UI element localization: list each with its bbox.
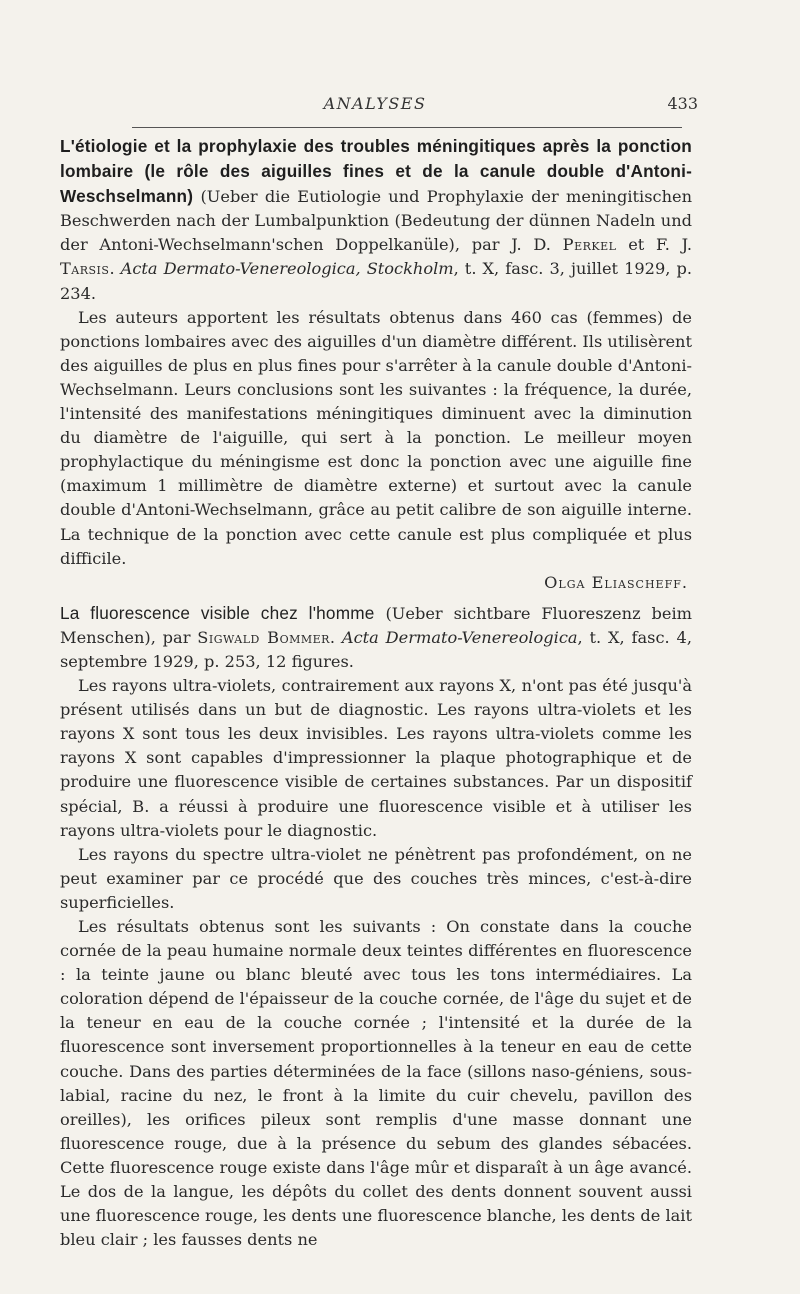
article2-paragraph-1: Les rayons ultra-violets, contrairement aux rayons X, n'ont pas été jusqu'à présent utilisés dans un but de diagnostic. Les rayons ultra-violets et les rayons X sont tous les deux invisibles. Les rayons ultra-violets comme les rayons X sont capables d'impressionner la plaque photographique et de produire une fluorescence visible de certaines substances. Par un dispositif spécial, B. a réussi à produire une fluorescence visible et à utiliser les rayons ultra-violets pour le diagnostic. — [60, 676, 692, 840]
article1-and: et F. J. — [628, 235, 692, 255]
article1-citation: (Ueber die Eutiologie und Prophylaxie der meningitischen Beschwerden nach der Lumbalpunktion (Bedeutung der dünnen Nadeln und der Antoni-Wechselmann'schen Doppelkanüle), par J. D. — [60, 187, 692, 255]
running-header — [60, 94, 698, 124]
page-number: 433 — [667, 94, 698, 113]
article2-title: La fluorescence visible chez l'homme — [60, 602, 375, 623]
article2-paragraph-3: Les résultats obtenus sont les suivants : On constate dans la couche cornée de la peau humaine normale deux teintes différentes en fluorescence : la teinte jaune ou blanc bleuté avec tous les tons intermédiaires. La coloration dépend de l'épaisseur de la couche cornée, de l'âge du sujet et de la teneur en eau de la couche cornée ; l'intensité et la durée de la fluorescence sont inversement proportionnelles à la teneur en eau de cette couche. Dans des parties déterminées de la face (sillons naso-géniens, sous-labial, racine du nez, le front à la limite du cuir chevelu, pavillon des oreilles), les orifices pileux sont remplis d'une masse donnant une fluorescence rouge, due à la présence du sebum des glandes sébacées. Cette fluorescence rouge existe dans l'âge mûr et disparaît à un âge avancé. Le dos de la langue, les dépôts du collet des dents donnent souvent aussi une fluorescence rouge, les dents une fluorescence blanche, les dents de lait bleu clair ; les fausses dents ne — [60, 917, 692, 1250]
article2-journal: Acta Dermato-Venereologica — [341, 627, 578, 647]
article2-details: , t. X, fasc. 4, septembre 1929, p. 253, 12 figures. — [60, 627, 692, 671]
page-body — [60, 134, 692, 1252]
article1-paragraph: Les auteurs apportent les résultats obtenus dans 460 cas (femmes) de ponctions lombaires avec des aiguilles d'un diamètre différent. Ils utilisèrent des aiguilles de plus en plus fines pour s'arrêter à la canule double d'Antoni-Wechselmann. Leurs conclusions sont les suivantes : la fréquence, la durée, l'intensité des manifestations méningitiques diminuent avec la diminution du diamètre de l'aiguille, qui sert à la ponction. Le meilleur moyen prophylactique du méningisme est donc la ponction avec une aiguille fine (maximum 1 millimètre de diamètre externe) et surtout avec la canule double d'Antoni-Wechselmann, grâce au petit calibre de son aiguille interne. La technique de la ponction avec cette canule est plus compliquée et plus difficile. — [60, 307, 692, 568]
article1-author1: Perkel — [562, 235, 617, 255]
header-rule — [132, 127, 682, 128]
section-title: ANALYSES — [323, 94, 427, 113]
article2-paragraph-2: Les rayons du spectre ultra-violet ne pénètrent pas profondément, on ne peut examiner par ce procédé que des couches très minces, c'est-à-dire superficielles. — [60, 844, 692, 912]
article1-heading: L'étiologie et la prophylaxie des troubles méningitiques après la ponction lombaire (le rôle des aiguilles fines et de la canule double d'Antoni-Weschselmann) (Ueber die Eutiologie und Prophylaxie der meningitischen Beschwerden nach der Lumbalpunktion (Bedeutung der dünnen Nadeln und der Antoni-Wechselmann'schen Doppelkanüle), par J. D. Perkel et F. J. Tarsis. Acta Dermato-Venereologica, Stockholm, t. X, fasc. 3, juillet 1929, p. 234. — [60, 136, 692, 303]
article1-author2: Tarsis — [60, 259, 110, 279]
article1-signature: Olga Eliascheff. — [544, 572, 688, 592]
article1-title: L'étiologie et la prophylaxie des troubles méningitiques après la ponction lombaire (le rôle des aiguilles fines et de la canule double d'Antoni-Weschselmann) — [60, 136, 692, 207]
article2-citation: (Ueber sichtbare Fluoreszenz beim Menschen), par — [60, 603, 692, 647]
article1-details: , t. X, fasc. 3, juillet 1929, p. 234. — [60, 259, 692, 303]
article2-author: Sigwald Bommer — [197, 627, 330, 647]
article2-heading: La fluorescence visible chez l'homme (Ueber sichtbare Fluoreszenz beim Menschen), par Sigwald Bommer. Acta Dermato-Venereologica, t. X, fasc. 4, septembre 1929, p. 253, 12 figures. — [60, 602, 692, 671]
article1-journal: Acta Dermato-Venereologica, Stockholm — [120, 259, 454, 279]
